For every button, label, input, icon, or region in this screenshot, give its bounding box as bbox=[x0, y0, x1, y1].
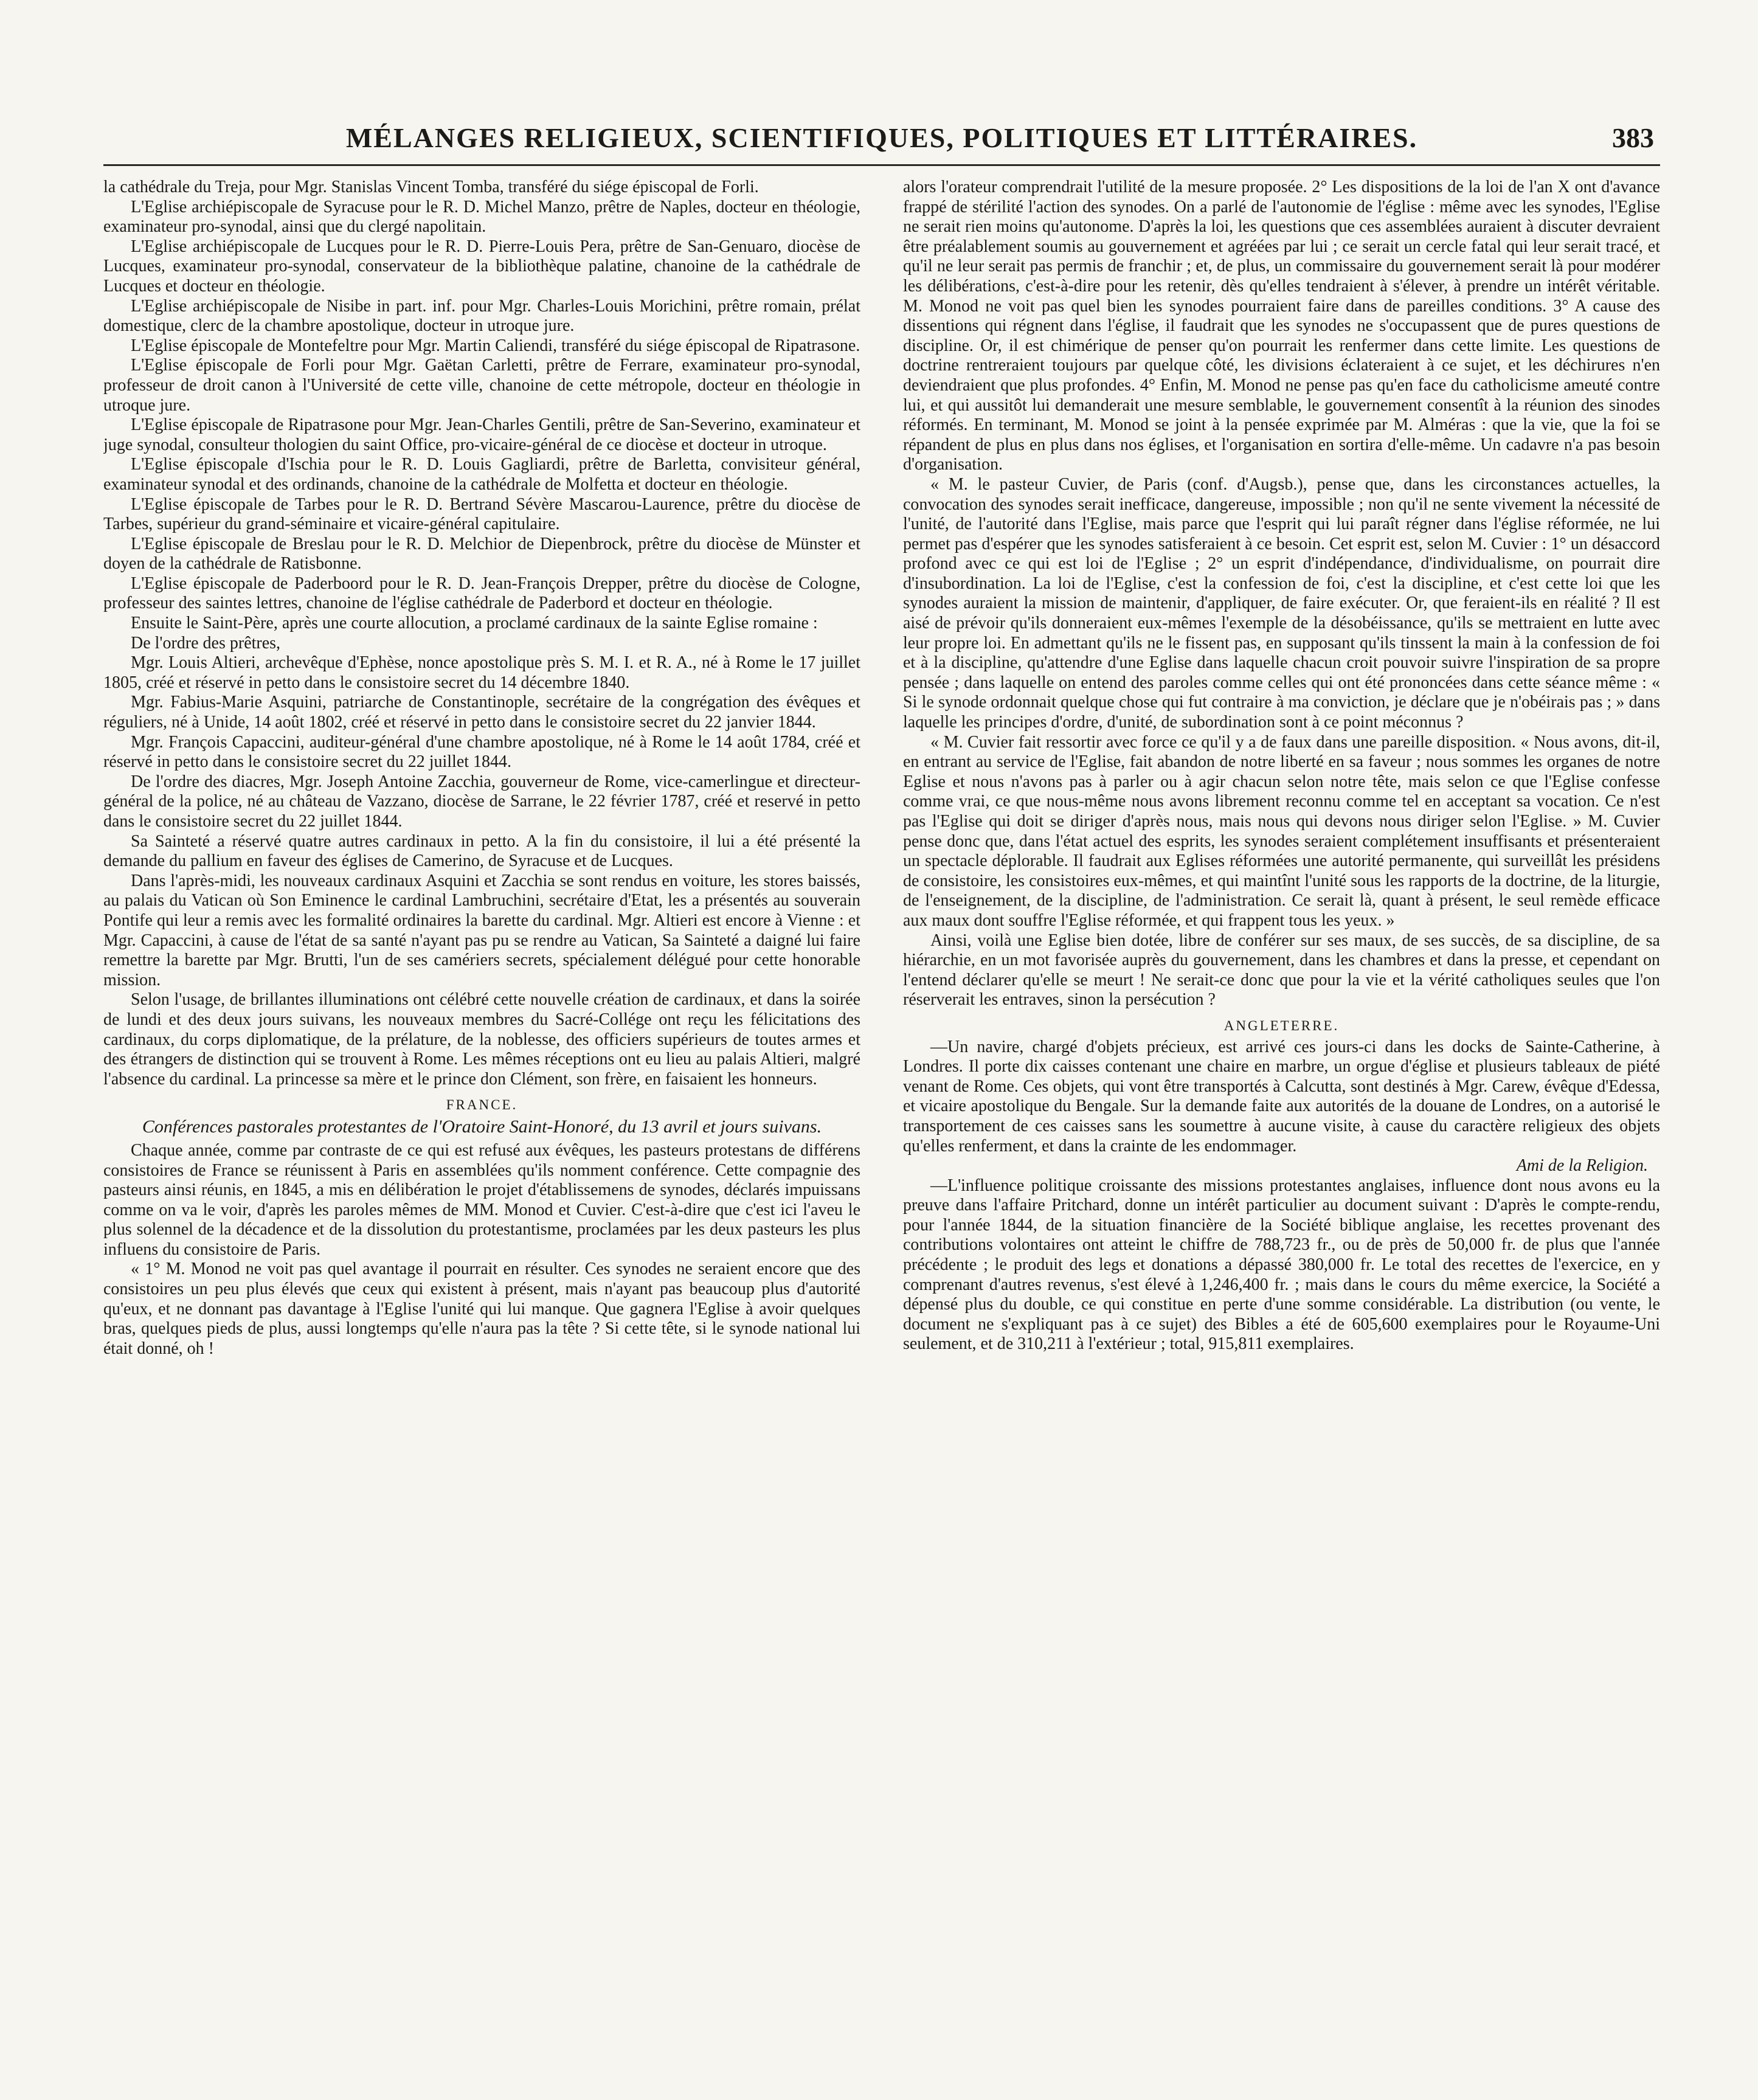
article-paragraph: L'Eglise archiépiscopale de Lucques pour le R. D. Pierre-Louis Pera, prêtre de San-Genuaro, diocèse de Lucques, examinateur pro-synodal, conservateur de la bibliothèque palatine, chanoine de la cathédrale de Lucques et docteur en théologie. bbox=[103, 237, 860, 296]
article-paragraph: « M. le pasteur Cuvier, de Paris (conf. d'Augsb.), pense que, dans les circonstances actuelles, la convocation des synodes serait inefficace, dangereuse, impossible ; non qu'il ne sente vivement la nécessité de l'unité, de l'autorité dans l'Eglise, mais parce que l'esprit qui lui paraît régner dans l'église réformée, ne lui permet pas d'espérer que les synodes satisferaient à ce besoin. Cet esprit est, selon M. Cuvier : 1° un désaccord profond avec ce qui est loi de l'Eglise ; 2° un esprit d'indépendance, d'individualisme, on pourrait dire d'insubordination. La loi de l'Eglise, c'est la confession de foi, c'est la discipline, et c'est cette loi que les synodes auraient la mission de maintenir, d'appliquer, de faire exécuter. Or, que feraient-ils en réalité ? Il est aisé de prévoir qu'ils donneraient eux-mêmes l'exemple de la désobéissance, qu'ils se mettraient en lutte avec leur propre loi. En admettant qu'ils ne le fissent pas, en supposant qu'ils tinssent la main à la confession de foi et à la discipline, qu'attendre d'une Eglise dans laquelle chacun croit pouvoir suivre l'inspiration de sa propre pensée ; dans laquelle on entend des paroles comme celles qui ont été prononcées dans cette séance même : « Si le synode ordonnait quelque chose qui fut contraire à ma conviction, je déclare que je n'obéirais pas ; » dans laquelle les principes d'ordre, d'unité, de subordination sont à ce point méconnus ? bbox=[903, 474, 1660, 732]
article-paragraph: alors l'orateur comprendrait l'utilité de la mesure proposée. 2° Les dispositions de la loi de l'an X ont d'avance frappé de stérilité l'action des synodes. On a parlé de l'autonomie de l'église : même avec les synodes, l'Eglise ne serait rien moins qu'autonome. D'après la loi, les questions que ces assemblées auraient à discuter devraient être préalablement soumis au gouvernement et agréées par lui ; ce serait un cercle fatal qui leur serait tracé, et qu'il ne leur serait pas permis de franchir ; et, de plus, un commissaire du gouvernement serait là pour modérer les délibérations, c'est-à-dire pour les retenir, dès qu'elles tendraient à s'élever, à prendre un intérêt véritable. M. Monod ne voit pas quel bien les synodes pourraient faire dans de pareilles conditions. 3° A cause des dissentions qui régnent dans l'église, il faudrait que les synodes ne s'occupassent que de pures questions de discipline. Or, il est chimérique de penser qu'on pourrait les renfermer dans cette limite. Les questions de doctrine rentreraient toujours par quelque côté, les divisions éclateraient à ce sujet, et les déchirures n'en deviendraient que plus profondes. 4° Enfin, M. Monod ne pense pas qu'en face du catholicisme ameuté contre lui, et qui aussitôt lui demanderait une mesure semblable, le gouvernement consentît à la réunion des sinodes réformés. En terminant, M. Monod se joint à la pensée exprimée par M. Alméras : que la vie, que la foi se répandent de plus en plus dans nos églises, et l'organisation en sortira d'elle-même. Un cadavre n'a pas besoin d'organisation. bbox=[903, 178, 1660, 474]
article-paragraph: De l'ordre des diacres, Mgr. Joseph Antoine Zacchia, gouverneur de Rome, vice-camerlingue et directeur-général de la police, né au château de Vazzano, diocèse de Sarrane, le 22 février 1787, créé et reservé in petto dans le consistoire secret du 22 juillet 1844. bbox=[103, 772, 860, 831]
article-paragraph: L'Eglise épiscopale de Montefeltre pour Mgr. Martin Caliendi, transféré du siége épiscopal de Ripatrasone. bbox=[131, 336, 860, 355]
article-paragraph: L'Eglise épiscopale de Forli pour Mgr. Gaëtan Carletti, prêtre de Ferrare, examinateur pro-synodal, professeur de droit canon à l'Université de cette ville, chanoine de cette métropole, docteur en théologie in utroque jure. bbox=[103, 356, 860, 415]
article-paragraph: Mgr. Louis Altieri, archevêque d'Ephèse, nonce apostolique près S. M. I. et R. A., né à Rome le 17 juillet 1805, créé et réservé in petto dans le consistoire secret du 14 décembre 1840. bbox=[103, 653, 860, 692]
section-subheading-france: Conférences pastorales protestantes de l'Oratoire Saint-Honoré, du 13 avril et jours suivans. bbox=[142, 1116, 822, 1137]
article-paragraph: Chaque année, comme par contraste de ce qui est refusé aux évêques, les pasteurs protestans de différens consistoires de France se réunissent à Paris en assemblées qu'ils nomment conférence. Cette compagnie des pasteurs ainsi réunis, en 1845, a mis en délibération le projet d'établissemens de synodes, déclarés impuissans comme on va le voir, d'après les paroles mêmes de MM. Monod et Cuvier. C'est-à-dire que c'est ici l'aveu le plus solennel de la décadence et de la dissolution du protestantisme, proclamées par les deux pasteurs les plus influens du consistoire de Paris. bbox=[103, 1140, 860, 1259]
article-paragraph: De l'ordre des prêtres, bbox=[131, 633, 281, 653]
article-paragraph: L'Eglise épiscopale de Ripatrasone pour Mgr. Jean-Charles Gentili, prêtre de San-Severino, examinateur et juge synodal, consulteur thologien du saint Office, pro-vicaire-général de ce diocèse et docteur in utroque. bbox=[103, 415, 860, 454]
page-number: 383 bbox=[1612, 122, 1654, 153]
article-paragraph: « 1° M. Monod ne voit pas quel avantage il pourrait en résulter. Ces synodes ne seraient encore que des consistoires un peu plus élevés que ceux qui existent à présent, mais n'ayant pas beaucoup plus d'autorité qu'eux, et ne donnant pas davantage à l'Eglise l'unité qui lui manque. Que gagnera l'Eglise à avoir quelques bras, quelques pieds de plus, aussi longtemps qu'elle n'aura pas la tête ? Si cette tête, si le synode national lui était donné, oh ! bbox=[103, 1260, 860, 1358]
article-paragraph: Sa Sainteté a réservé quatre autres cardinaux in petto. A la fin du consistoire, il lui a été présenté la demande du pallium en faveur des églises de Camerino, de Syracuse et de Lucques. bbox=[103, 831, 860, 871]
article-paragraph: —L'influence politique croissante des missions protestantes anglaises, influence dont nous avons eu la preuve dans l'affaire Pritchard, donne un intérêt particulier au document suivant : D'après le compte-rendu, pour l'année 1844, de la situation financière de la Société biblique anglaise, les recettes provenant des contributions volontaires ont atteint le chiffre de 788,723 fr., ou de près de 50,000 fr. de plus que l'année précédente ; le produit des legs et donations a dépassé 380,000 fr. Le total des recettes de l'exercice, en y comprenant d'autres revenus, s'est élevé à 1,246,400 fr. ; mais dans le cours du même exercice, la Société a dépensé plus du double, ce qui constitue en perte d'une somme considérable. La distribution (ou vente, le document ne s'expliquant pas à ce sujet) des Bibles a été de 605,600 exemplaires pour le Royaume-Uni seulement, et de 310,211 à l'extérieur ; total, 915,811 exemplaires. bbox=[903, 1176, 1660, 1354]
right-column bbox=[903, 178, 1660, 2069]
article-paragraph: L'Eglise archiépiscopale de Nisibe in part. inf. pour Mgr. Charles-Louis Morichini, prêtre romain, prélat domestique, clerc de la chambre apostolique, docteur in utroque jure. bbox=[103, 296, 860, 336]
article-paragraph: la cathédrale du Treja, pour Mgr. Stanislas Vincent Tomba, transféré du siége épiscopal de Forli. bbox=[103, 178, 759, 196]
article-paragraph: L'Eglise archiépiscopale de Syracuse pour le R. D. Michel Manzo, prêtre de Naples, docteur en théologie, examinateur pro-synodal, ainsi que du clergé napolitain. bbox=[103, 197, 860, 237]
article-paragraph: Ainsi, voilà une Eglise bien dotée, libre de conférer sur ses maux, de ses succès, de sa discipline, de sa hiérarchie, en un mot favorisée auprès du gouvernement, dans les chambres et dans la presse, et cependant on l'entend déclarer qu'elle se meurt ! Ne serait-ce donc que pour la vie et la vérité catholiques seules que l'on réserverait les entraves, sinon la persécution ? bbox=[903, 930, 1660, 1010]
article-paragraph: Selon l'usage, de brillantes illuminations ont célébré cette nouvelle création de cardinaux, et dans la soirée de lundi et des deux jours suivans, les nouveaux membres du Sacré-Collége ont reçu les félicitations des cardinaux, du corps diplomatique, de la prélature, de la noblesse, des officiers supérieurs de toutes armes et des étrangers de distinction qui se trouvent à Rome. Les mêmes réceptions ont eu lieu au palais Altieri, malgré l'absence du cardinal. La princesse sa mère et le prince don Clément, son frère, en faisaient les honneurs. bbox=[103, 990, 860, 1089]
article-paragraph: Ensuite le Saint-Père, après une courte allocution, a proclamé cardinaux de la sainte Eglise romaine : bbox=[131, 614, 818, 633]
article-paragraph: Mgr. François Capaccini, auditeur-général d'une chambre apostolique, né à Rome le 14 août 1784, créé et réservé in petto dans le consistoire secret du 22 juillet 1844. bbox=[103, 732, 860, 772]
source-signature: Ami de la Religion. bbox=[1516, 1156, 1648, 1176]
article-paragraph: Mgr. Fabius-Marie Asquini, patriarche de Constantinople, secrétaire de la congrégation des évêques et réguliers, né à Unide, 14 août 1802, créé et réservé in petto dans le consistoire secret du 22 janvier 1844. bbox=[103, 693, 860, 732]
section-heading-england: ANGLETERRE. bbox=[1223, 1017, 1340, 1033]
article-paragraph: « M. Cuvier fait ressortir avec force ce qu'il y a de faux dans une pareille disposition. « Nous avons, dit-il, en entrant au service de l'Eglise, fait abandon de notre liberté en sa faveur ; nous sommes les organes de notre Eglise et nous n'avons pas à parler ou à agir chacun selon notre tête, mais selon ce que l'Eglise confesse comme vrai, ce que nous-même nous avons librement reconnu comme tel en acceptant sa vocation. Ce n'est pas l'Eglise qui doit se diriger d'après nous, mais nous qui devons nous diriger selon l'Eglise. » M. Cuvier pense donc que, dans l'état actuel des esprits, les synodes seraient complétement insuffisants et présenteraient un spectacle déplorable. Il faudrait aux Eglises réformées une autorité permanente, qui surveillât les présidens de consistoire, les consistoires eux-mêmes, et qui maintînt l'unité sous les rapports de la doctrine, de la liturgie, de l'enseignement, de la discipline, de l'administration. Ce serait là, quant à présent, le seul remède efficace aux maux dont souffre l'Eglise réformée, et qui frappent tous les yeux. » bbox=[903, 732, 1660, 930]
left-column bbox=[103, 178, 860, 2069]
section-heading-france: FRANCE. bbox=[446, 1097, 518, 1113]
page-header bbox=[103, 122, 1660, 166]
article-paragraph: —Un navire, chargé d'objets précieux, est arrivé ces jours-ci dans les docks de Sainte-Catherine, à Londres. Il porte dix caisses contenant une chaire en marbre, un orgue d'église et plusieurs tableaux de piété venant de Rome. Ces objets, qui vont être transportés à Calcutta, sont destinés à Mgr. Carew, évêque d'Edessa, et vicaire apostolique du Bengale. Sur la demande faite aux autorités de la douane de Londres, on a autorisé le transportement de ces caisses sans les soumettre à aucune visite, à cause du caractère religieux des objets qu'elles renferment, et dans la crainte de les endommager. bbox=[903, 1037, 1660, 1156]
article-paragraph: L'Eglise épiscopale de Breslau pour le R. D. Melchior de Diepenbrock, prêtre du diocèse de Münster et doyen de la cathédrale de Ratisbonne. bbox=[103, 534, 860, 574]
running-title: MÉLANGES RELIGIEUX, SCIENTIFIQUES, POLITIQUES ET LITTÉRAIRES. bbox=[345, 122, 1418, 153]
article-paragraph: L'Eglise épiscopale de Paderboord pour le R. D. Jean-François Drepper, prêtre du diocèse de Cologne, professeur des saintes lettres, chanoine de l'église cathédrale de Paderbord et docteur en théologie. bbox=[103, 574, 860, 613]
article-paragraph: L'Eglise épiscopale de Tarbes pour le R. D. Bertrand Sévère Mascarou-Laurence, prêtre du diocèse de Tarbes, supérieur du grand-séminaire et vicaire-général capitulaire. bbox=[103, 494, 860, 534]
article-paragraph: L'Eglise épiscopale d'Ischia pour le R. D. Louis Gagliardi, prêtre de Barletta, convisiteur général, examinateur synodal et des ordinands, chanoine de la cathédrale de Molfetta et docteur en théologie. bbox=[103, 455, 860, 494]
article-paragraph: Dans l'après-midi, les nouveaux cardinaux Asquini et Zacchia se sont rendus en voiture, les stores baissés, au palais du Vatican où Son Eminence le cardinal Lambruchini, secrétaire d'Etat, les a présentés au souverain Pontife qui leur a remis avec les formalité ordinaires la barette du cardinal. Mgr. Altieri est encore à Vienne : et Mgr. Capaccini, à cause de l'état de sa santé n'ayant pas pu se rendre au Vatican, Sa Sainteté a daigné lui faire remettre la barette par Mgr. Brutti, l'un de ses camériers secrets, spécialement délégué pour cette honorable mission. bbox=[103, 871, 860, 989]
